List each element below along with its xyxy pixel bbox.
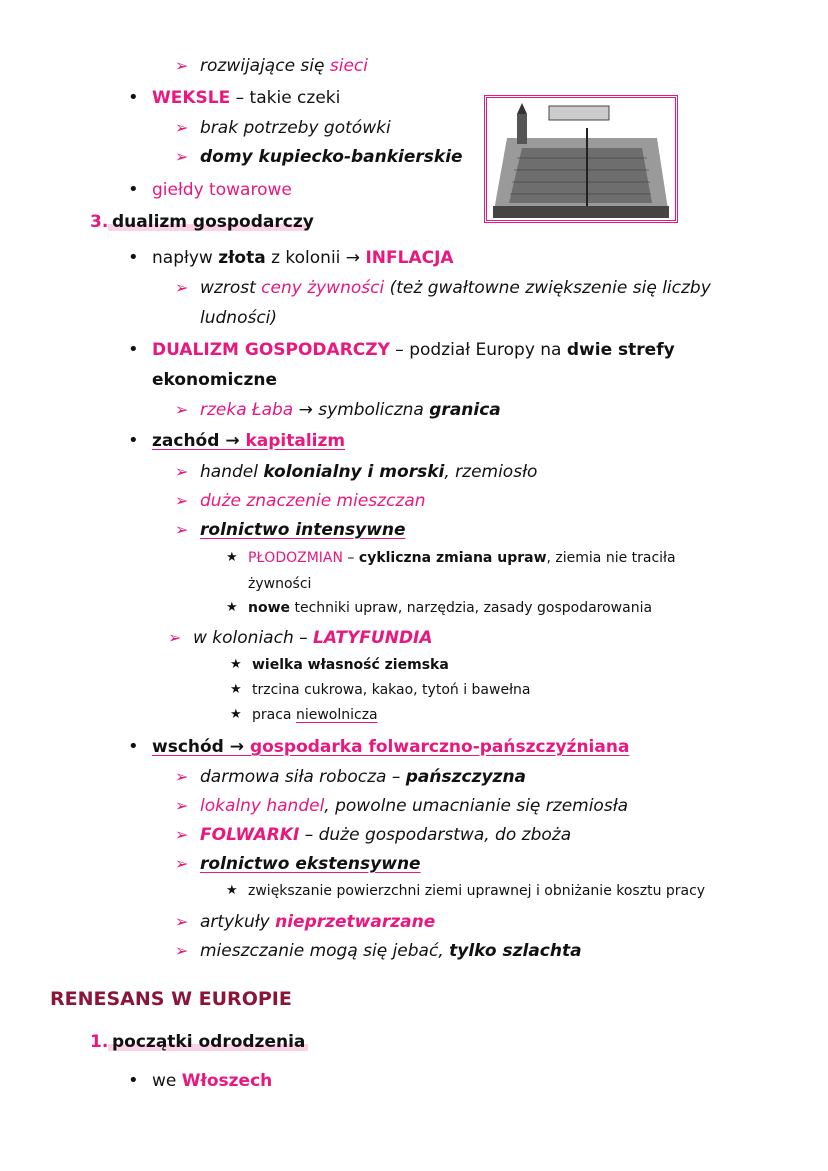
text-run: lokalny handel [200, 796, 325, 816]
text-run: mieszczanie mogą się jebać, [200, 941, 450, 961]
text-run: tylko szlachta [449, 941, 582, 961]
text-run: – duże gospodarstwa, do zboża [299, 825, 572, 845]
bullet-dot-icon: • [128, 87, 139, 108]
text-run: początki odrodzenia [112, 1032, 306, 1052]
list-item [152, 247, 454, 269]
text-run: praca [252, 707, 296, 723]
bullet-dot-icon: • [128, 1070, 139, 1091]
text-run: artykuły [200, 912, 276, 932]
text-run: niewolnicza [295, 707, 378, 723]
list-item [200, 117, 391, 139]
arrow-bullet-icon: ➢ [168, 628, 182, 647]
text-run: , rzemiosło [444, 462, 538, 482]
text-run: Włoszech [181, 1071, 273, 1091]
text-run: rzeka Łaba [200, 400, 294, 420]
text-run: napływ [152, 248, 219, 268]
text-run: kolonialny i morski [263, 462, 445, 482]
arrow-bullet-icon: ➢ [175, 767, 189, 786]
list-item [200, 824, 571, 846]
list-item [200, 490, 426, 512]
arrow-bullet-icon: ➢ [175, 796, 189, 815]
text-run: domy kupiecko-bankierskie [200, 147, 463, 167]
arrow-bullet-icon: ➢ [175, 491, 189, 510]
star-bullet-icon: ★ [226, 600, 238, 615]
text-run: ceny żywności [261, 278, 385, 298]
list-item [200, 146, 463, 168]
list-item [152, 179, 292, 201]
text-run: zachód → [152, 431, 246, 451]
text-run: nowe [248, 600, 291, 616]
arrow-bullet-icon: ➢ [175, 462, 189, 481]
list-item [248, 880, 705, 902]
bullet-dot-icon: • [128, 179, 139, 200]
text-run: granica [429, 400, 501, 420]
star-bullet-icon: ★ [226, 883, 238, 898]
text-run: żywności [248, 576, 312, 592]
text-run: wschód → [152, 737, 250, 757]
list-item [152, 1070, 272, 1092]
arrow-bullet-icon: ➢ [175, 941, 189, 960]
star-bullet-icon: ★ [230, 682, 242, 697]
list-item [248, 597, 652, 619]
list-item [200, 55, 368, 77]
text-run: – takie czeki [230, 88, 341, 108]
text-run: we [152, 1071, 182, 1091]
section-heading [50, 988, 292, 1010]
list-item [152, 430, 345, 452]
arrow-bullet-icon: ➢ [175, 854, 189, 873]
star-bullet-icon: ★ [230, 657, 242, 672]
list-item [152, 87, 340, 109]
text-run: giełdy towarowe [152, 180, 292, 200]
text-run: zwiększanie powierzchni ziemi uprawnej i obniżanie kosztu pracy [248, 883, 706, 899]
text-run: techniki upraw, narzędzia, zasady gospodarowania [290, 600, 653, 616]
text-run: złota [218, 248, 266, 268]
list-item [200, 766, 526, 788]
section-number: 3. [90, 212, 109, 232]
text-run: RENESANS W EUROPIE [50, 988, 292, 1010]
list-item [200, 795, 628, 817]
text-run: , powolne umacnianie się rzemiosła [324, 796, 628, 816]
text-run: (też gwałtowne zwiększenie się liczby [384, 278, 711, 298]
arrow-bullet-icon: ➢ [175, 520, 189, 539]
text-run: rolnictwo ekstensywne [200, 854, 421, 874]
text-run: w koloniach – [193, 628, 314, 648]
list-item [200, 519, 406, 541]
arrow-bullet-icon: ➢ [175, 825, 189, 844]
list-item [252, 704, 378, 726]
star-bullet-icon: ★ [230, 707, 242, 722]
text-run: DUALIZM GOSPODARCZY [152, 340, 390, 360]
arrow-bullet-icon: ➢ [175, 912, 189, 931]
list-item [200, 461, 537, 483]
arrow-bullet-icon: ➢ [175, 56, 189, 75]
text-run: ludności) [200, 308, 278, 328]
text-run: wzrost [200, 278, 262, 298]
text-run: pańszczyzna [405, 767, 527, 787]
list-item [252, 679, 531, 701]
subsection-heading [112, 1031, 305, 1053]
text-run: gospodarka folwarczno-pańszczyźniana [249, 737, 630, 757]
arrow-bullet-icon: ➢ [175, 278, 189, 297]
text-run: z kolonii → [265, 248, 366, 268]
text-run: LATYFUNDIA [313, 628, 433, 648]
section-number: 1. [90, 1032, 109, 1052]
arrow-bullet-icon: ➢ [175, 400, 189, 419]
bullet-dot-icon: • [128, 430, 139, 451]
list-item [200, 399, 501, 421]
engraving-illustration [487, 98, 675, 220]
list-item [200, 940, 582, 962]
text-run: ekonomiczne [152, 370, 277, 390]
text-run: dwie strefy [566, 340, 675, 360]
list-item [152, 736, 629, 758]
text-run: darmowa siła robocza – [200, 767, 406, 787]
bullet-dot-icon: • [128, 247, 139, 268]
list-item [248, 547, 676, 569]
text-run: wielka własność ziemska [252, 657, 449, 673]
text-run: – podział Europy na [389, 340, 567, 360]
list-item [193, 627, 433, 649]
text-run: – [342, 550, 359, 566]
list-item [200, 911, 435, 933]
stock-exchange-engraving [484, 95, 678, 223]
text-run: INFLACJA [365, 248, 454, 268]
text-run: , ziemia nie traciła [546, 550, 676, 566]
bullet-dot-icon: • [128, 736, 139, 757]
list-item [200, 307, 277, 329]
text-run: rolnictwo intensywne [200, 520, 406, 540]
text-run: trzcina cukrowa, kakao, tytoń i bawełna [252, 682, 531, 698]
star-bullet-icon: ★ [226, 550, 238, 565]
list-item [152, 369, 277, 391]
list-item [152, 339, 675, 361]
text-run: dualizm gospodarczy [112, 212, 314, 232]
list-item [200, 853, 421, 875]
arrow-bullet-icon: ➢ [175, 118, 189, 137]
list-item [252, 654, 449, 676]
text-run: cykliczna zmiana upraw [358, 550, 547, 566]
text-run: handel [200, 462, 264, 482]
arrow-bullet-icon: ➢ [175, 147, 189, 166]
text-run: FOLWARKI [200, 825, 300, 845]
text-run: PŁODOZMIAN [248, 550, 343, 566]
bullet-dot-icon: • [128, 339, 139, 360]
text-run: sieci [329, 56, 368, 76]
text-run: WEKSLE [152, 88, 231, 108]
text-run: brak potrzeby gotówki [200, 118, 391, 138]
text-run: kapitalizm [245, 431, 346, 451]
text-run: rozwijające się [200, 56, 330, 76]
list-item [200, 277, 711, 299]
subsection-heading [112, 211, 314, 233]
text-run: → symboliczna [293, 400, 430, 420]
list-item [248, 573, 311, 595]
text-run: duże znaczenie mieszczan [200, 491, 426, 511]
text-run: nieprzetwarzane [275, 912, 436, 932]
